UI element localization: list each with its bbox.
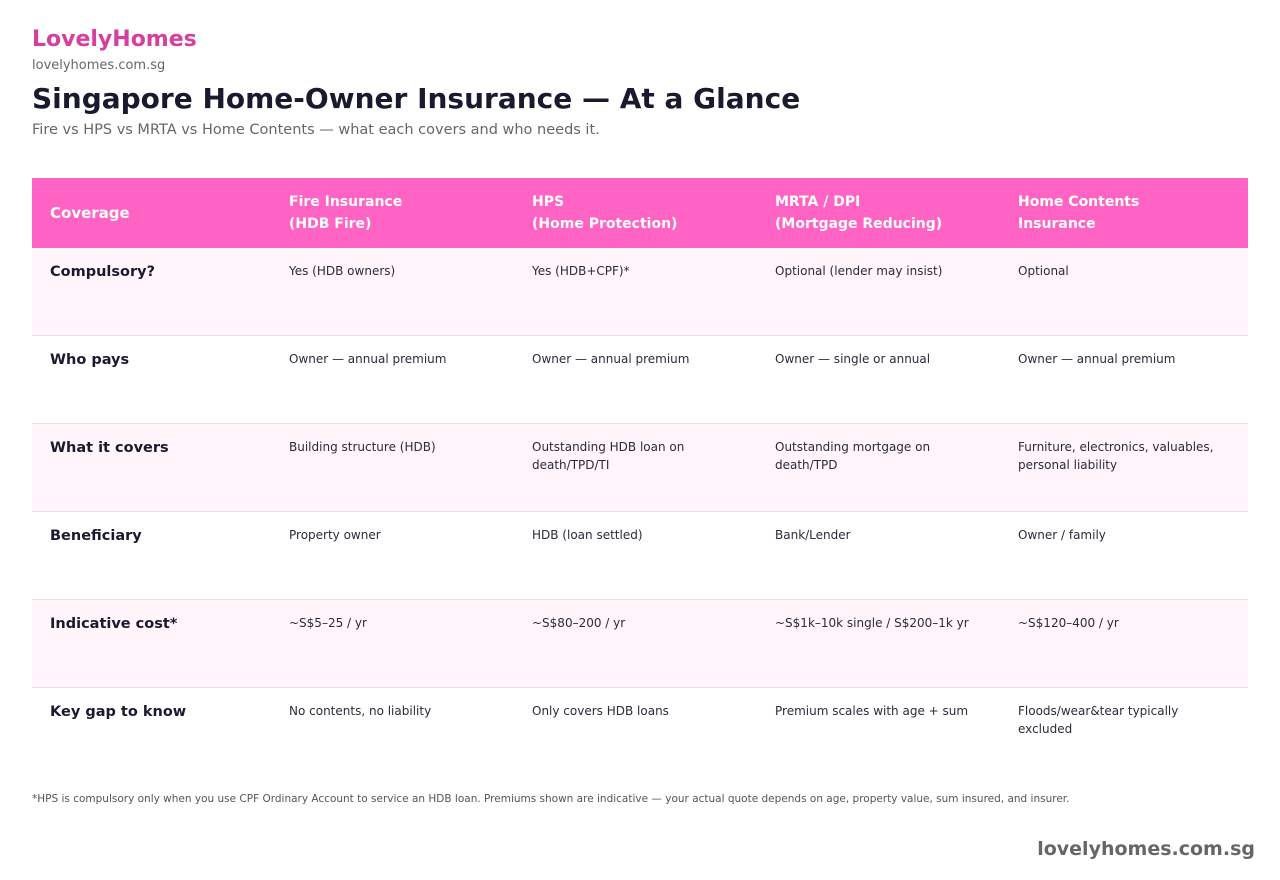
brand-site: lovelyhomes.com.sg xyxy=(32,58,166,73)
column-header xyxy=(271,178,514,248)
table-cell: ~S$1k–10k single / S$200–1k yr xyxy=(757,600,1000,688)
table-cell: No contents, no liability xyxy=(289,704,432,718)
row-label: Key gap to know xyxy=(50,704,187,720)
table-cell: Optional (lender may insist) xyxy=(757,248,1000,336)
table-cell: Floods/wear&tear typically excluded xyxy=(1018,704,1179,736)
comparison-table xyxy=(32,178,1248,776)
table-cell: Outstanding mortgage on death/TPD xyxy=(757,424,1000,512)
column-header xyxy=(514,178,757,248)
table-cell: ~S$5–25 / yr xyxy=(271,600,514,688)
table-cell: Owner — annual premium xyxy=(1000,336,1248,424)
table-cell: Optional xyxy=(1000,248,1248,336)
column-header xyxy=(757,178,1000,248)
column-header-label: MRTA / DPI (Mortgage Reducing) xyxy=(775,194,943,232)
table-cell: Building structure (HDB) xyxy=(271,424,514,512)
table-cell: HDB (loan settled) xyxy=(514,512,757,600)
table-cell: Premium scales with age + sum xyxy=(775,704,969,718)
row-label: Beneficiary xyxy=(32,512,271,600)
row-label: Indicative cost* xyxy=(32,600,271,688)
table-cell: ~S$80–200 / yr xyxy=(514,600,757,688)
table-cell: Yes (HDB+CPF)* xyxy=(514,248,757,336)
table-cell: Outstanding HDB loan on death/TPD/TI xyxy=(514,424,757,512)
table-cell: Furniture, electronics, valuables, personal liability xyxy=(1000,424,1248,512)
brand-name: LovelyHomes xyxy=(32,27,197,52)
table-cell: Yes (HDB owners) xyxy=(271,248,514,336)
column-header xyxy=(1000,178,1248,248)
table-cell: Owner — single or annual xyxy=(757,336,1000,424)
column-header-label: Home Contents Insurance xyxy=(1018,194,1140,232)
column-header xyxy=(32,178,271,248)
table-cell: Bank/Lender xyxy=(757,512,1000,600)
page-title: Singapore Home-Owner Insurance — At a Glance xyxy=(32,82,801,115)
column-header-label: HPS (Home Protection) xyxy=(532,194,678,232)
table-cell: Property owner xyxy=(271,512,514,600)
table-cell: Owner — annual premium xyxy=(271,336,514,424)
row-label: What it covers xyxy=(32,424,271,512)
table-cell: Owner — annual premium xyxy=(514,336,757,424)
column-header-label: Fire Insurance (HDB Fire) xyxy=(289,194,403,232)
row-label: Compulsory? xyxy=(32,248,271,336)
column-header-label: Coverage xyxy=(50,204,130,222)
row-label: Who pays xyxy=(32,336,271,424)
footnote: *HPS is compulsory only when you use CPF Ordinary Account to service an HDB loan. Premiums shown are indicative — your actual quote depends on age, property value, sum insured, and insurer. xyxy=(32,793,1070,805)
table-cell: Only covers HDB loans xyxy=(532,704,669,718)
table-cell: ~S$120–400 / yr xyxy=(1000,600,1248,688)
table-cell: Owner / family xyxy=(1000,512,1248,600)
watermark: lovelyhomes.com.sg xyxy=(1037,838,1255,860)
page-subtitle: Fire vs HPS vs MRTA vs Home Contents — what each covers and who needs it. xyxy=(32,122,600,138)
